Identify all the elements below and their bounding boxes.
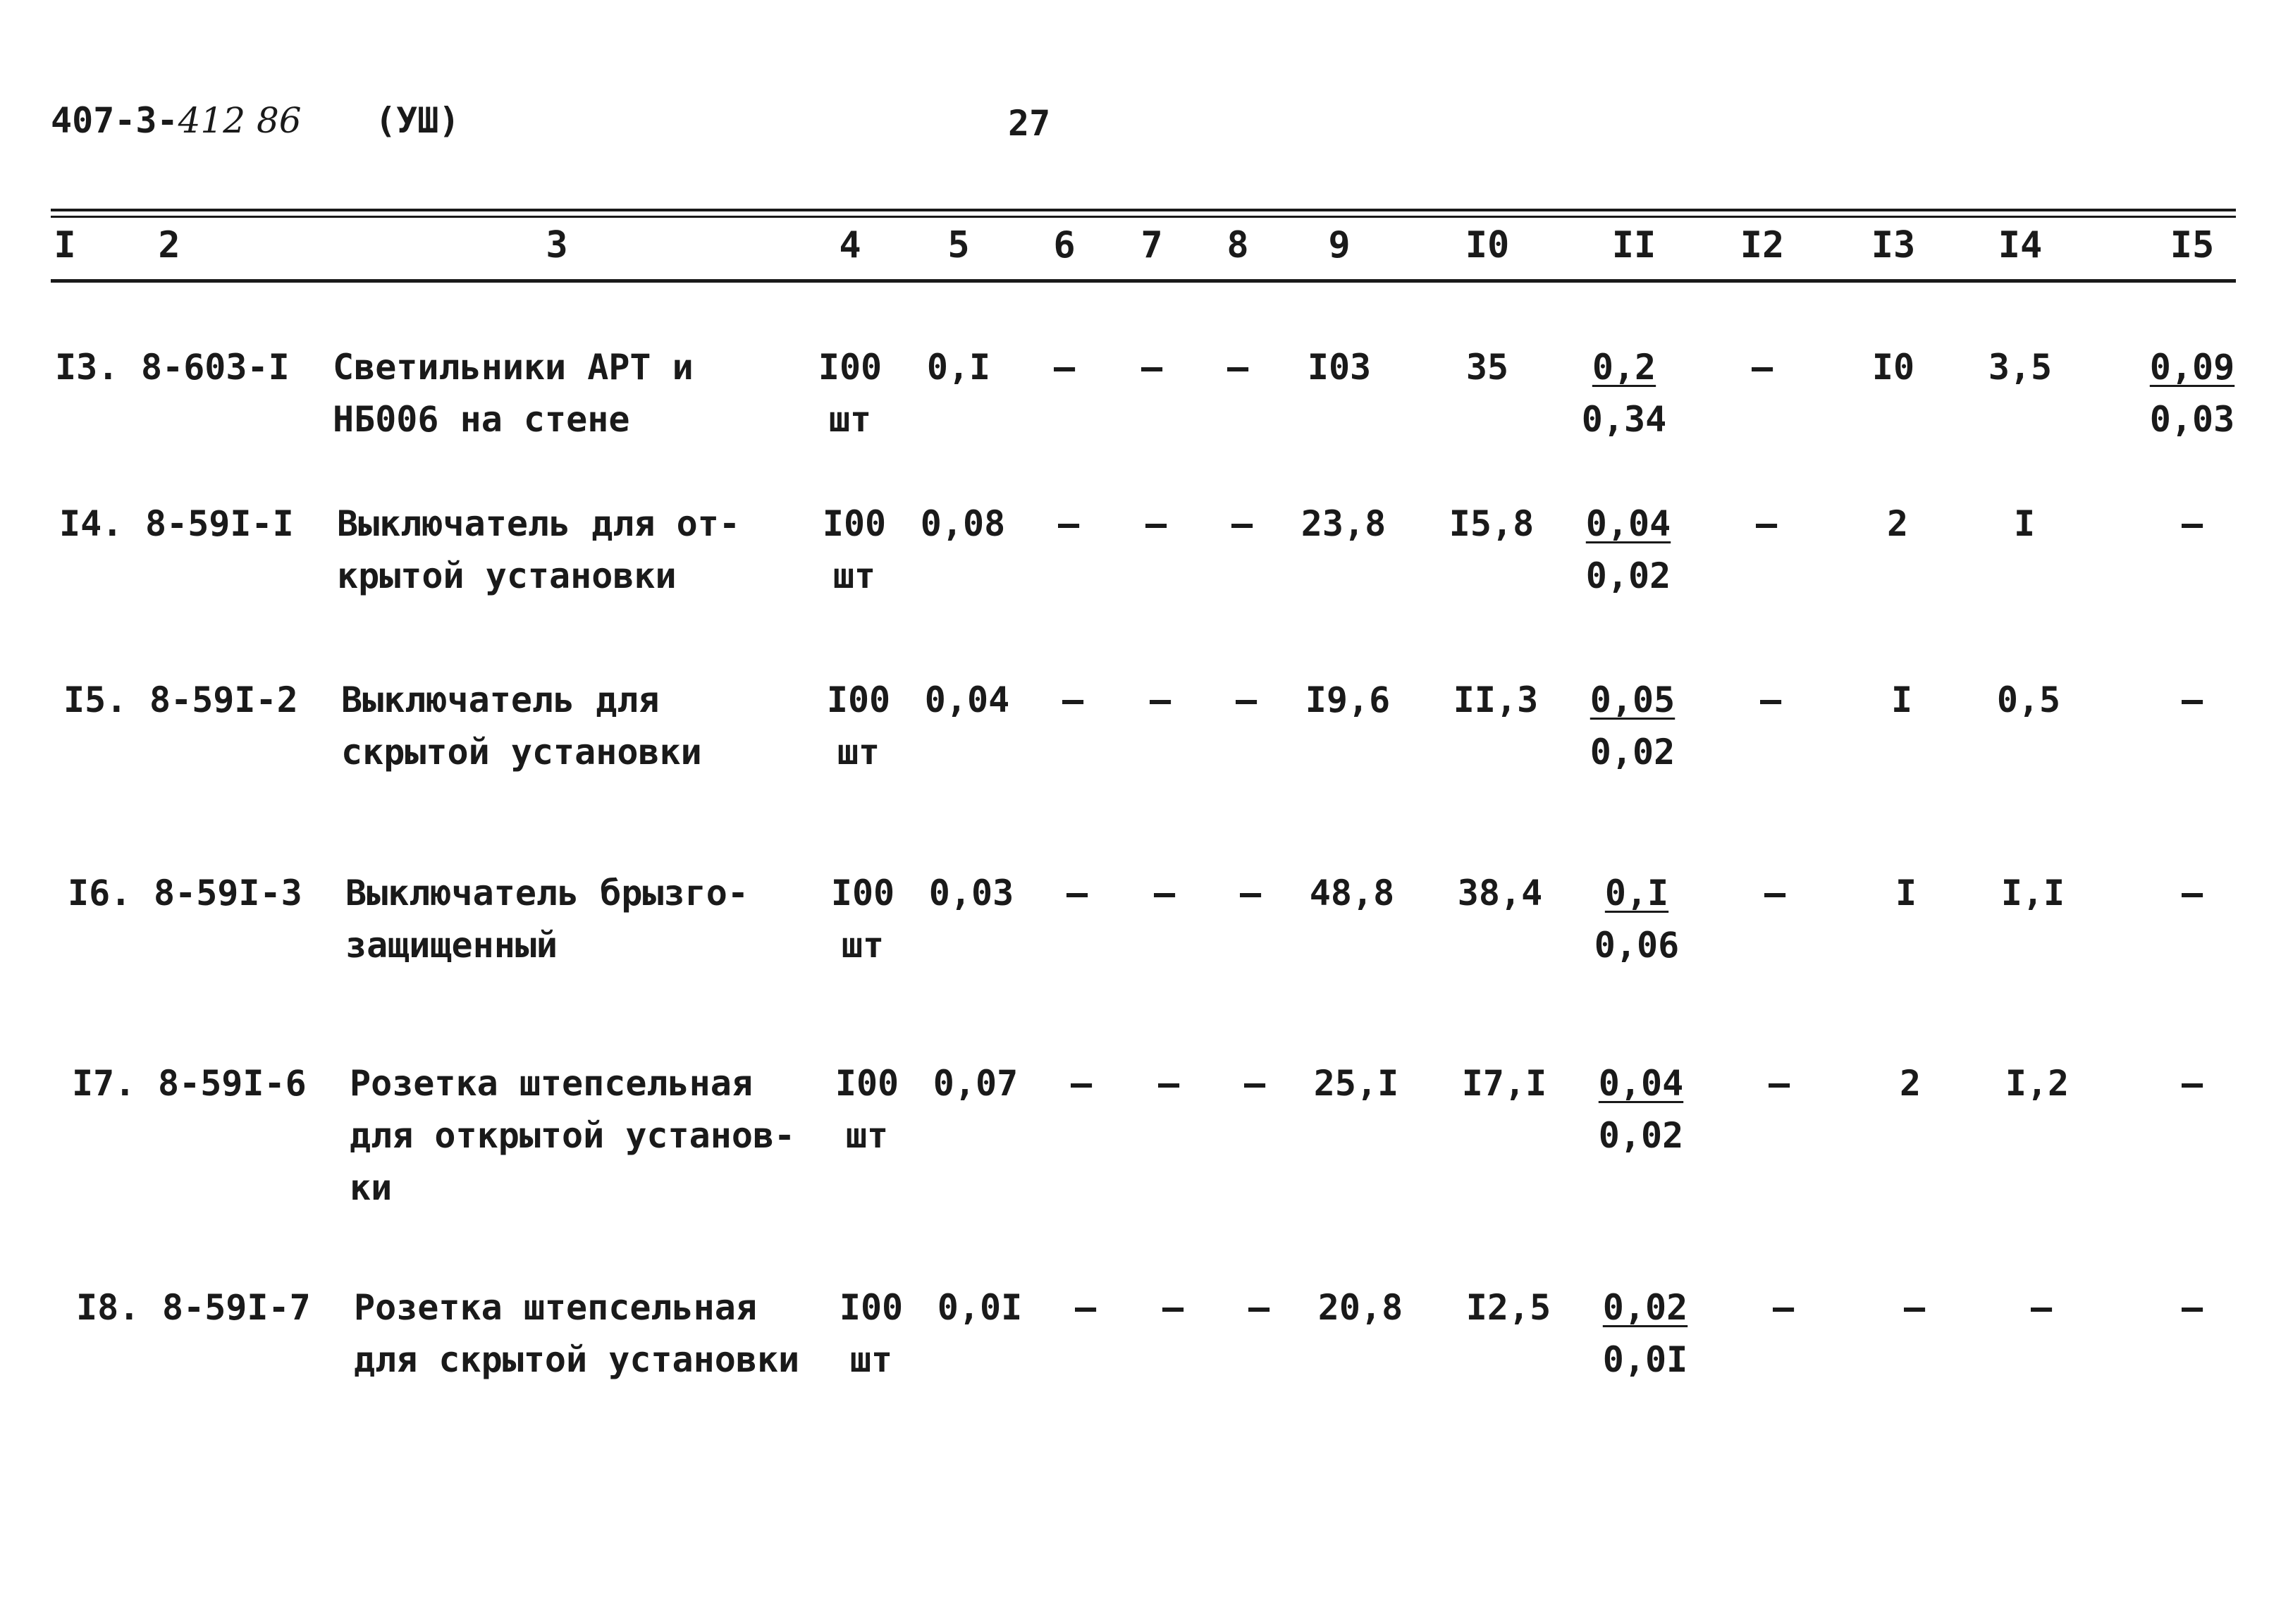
column-header-5: 5	[947, 224, 970, 266]
row-col-10: I7,I	[1461, 1063, 1547, 1104]
row-col-12: –	[1755, 503, 1778, 544]
row-description: Выключатель для от- крытой установки	[337, 503, 740, 596]
table-header-rule	[51, 279, 2236, 283]
row-unit: I00 шт	[839, 1287, 904, 1380]
row-description: Розетка штепсельная для открытой установ- ки	[350, 1063, 796, 1208]
row-col-11-denominator: 0,0I	[1602, 1339, 1688, 1380]
document-code-prefix: 407-3-	[51, 100, 178, 141]
row-unit: I00 шт	[830, 873, 895, 966]
row-col-15: –	[2181, 1063, 2203, 1104]
row-col-9: 20,8	[1317, 1287, 1403, 1328]
row-number: I8.	[76, 1287, 140, 1328]
row-description: Розетка штепсельная для скрытой установки	[354, 1287, 800, 1380]
row-col-15-numerator: 0,09	[2149, 347, 2235, 388]
row-col-14: 3,5	[1988, 347, 2053, 388]
row-col-12: –	[1751, 347, 1773, 388]
row-col-5: 0,0I	[937, 1287, 1023, 1328]
row-code: 8-59I-7	[162, 1287, 311, 1328]
row-col-10: 38,4	[1457, 873, 1543, 914]
row-code: 8-59I-I	[145, 503, 294, 544]
row-col-9: I9,6	[1305, 679, 1391, 720]
row-col-10: I2,5	[1465, 1287, 1551, 1328]
row-unit: I00 шт	[835, 1063, 899, 1156]
row-col-12: –	[1764, 873, 1786, 914]
row-col-12: –	[1772, 1287, 1795, 1328]
row-description: Выключатель для скрытой установки	[341, 679, 702, 773]
row-description: Выключатель брызго- защищенный	[345, 873, 749, 966]
row-col-8: –	[1235, 679, 1258, 720]
row-col-12: –	[1768, 1063, 1790, 1104]
row-col-8: –	[1226, 347, 1249, 388]
row-col-10: I5,8	[1449, 503, 1535, 544]
row-col-14: 0,5	[1996, 679, 2061, 720]
row-number: I7.	[72, 1063, 136, 1104]
row-number: I4.	[59, 503, 123, 544]
row-col-9: 25,I	[1313, 1063, 1399, 1104]
row-col-7: –	[1162, 1287, 1184, 1328]
row-col-11-numerator: 0,05	[1590, 679, 1676, 720]
row-col-11-numerator: 0,04	[1598, 1063, 1684, 1104]
row-col-13: I0	[1871, 347, 1915, 388]
row-col-11	[1599, 1057, 1683, 1162]
row-unit: I00 шт	[826, 679, 891, 773]
column-header-13: I3	[1871, 224, 1916, 266]
row-code: 8-59I-2	[149, 679, 298, 720]
row-col-8: –	[1239, 873, 1262, 914]
row-col-13: I	[1890, 679, 1913, 720]
column-header-2: 2	[158, 224, 180, 266]
row-col-5: 0,I	[926, 347, 991, 388]
column-header-6: 6	[1053, 224, 1076, 266]
row-col-10: 35	[1465, 347, 1509, 388]
row-col-8: –	[1231, 503, 1253, 544]
row-col-12: –	[1759, 679, 1782, 720]
row-col-6: –	[1053, 347, 1076, 388]
row-col-7: –	[1140, 347, 1163, 388]
row-col-11	[1582, 341, 1666, 445]
row-col-5: 0,04	[924, 679, 1010, 720]
row-col-11	[1590, 674, 1675, 778]
column-header-8: 8	[1226, 224, 1249, 266]
row-col-14: I	[2013, 503, 2036, 544]
row-number: I5.	[63, 679, 128, 720]
row-number: I6.	[68, 873, 132, 914]
column-header-1: I	[54, 224, 76, 266]
column-header-7: 7	[1140, 224, 1163, 266]
row-col-14: I,I	[2000, 873, 2065, 914]
column-header-15: I5	[2170, 224, 2215, 266]
table-top-rule	[51, 209, 2236, 211]
row-col-11-denominator: 0,06	[1594, 925, 1680, 966]
row-col-6: –	[1066, 873, 1088, 914]
column-header-9: 9	[1328, 224, 1351, 266]
row-col-6: –	[1062, 679, 1084, 720]
row-col-7: –	[1153, 873, 1176, 914]
row-code: 8-59I-6	[158, 1063, 307, 1104]
row-col-7: –	[1145, 503, 1167, 544]
section-label: (УШ)	[375, 100, 460, 141]
row-col-6: –	[1070, 1063, 1093, 1104]
row-col-11-denominator: 0,02	[1590, 732, 1676, 773]
row-unit: I00 шт	[822, 503, 887, 596]
row-number: I3.	[55, 347, 119, 388]
row-col-13: 2	[1899, 1063, 1922, 1104]
row-col-6: –	[1074, 1287, 1097, 1328]
column-header-10: I0	[1465, 224, 1510, 266]
row-col-9: 48,8	[1309, 873, 1395, 914]
column-header-4: 4	[839, 224, 861, 266]
row-col-11-numerator: 0,2	[1592, 347, 1656, 388]
row-col-11	[1603, 1281, 1687, 1386]
row-col-9: 23,8	[1301, 503, 1387, 544]
row-col-5: 0,07	[933, 1063, 1019, 1104]
row-col-6: –	[1057, 503, 1080, 544]
row-col-15: –	[2181, 503, 2203, 544]
row-col-13: –	[1903, 1287, 1926, 1328]
row-col-11-denominator: 0,02	[1585, 555, 1671, 596]
row-col-11-numerator: 0,04	[1585, 503, 1671, 544]
row-col-8: –	[1248, 1287, 1270, 1328]
page-number: 27	[1008, 103, 1051, 144]
row-col-11	[1594, 867, 1679, 971]
row-description: Светильники АРТ и НБ006 на стене	[333, 347, 694, 440]
row-col-15: –	[2181, 873, 2203, 914]
row-code: 8-59I-3	[154, 873, 302, 914]
row-col-15-denominator: 0,03	[2149, 399, 2235, 440]
row-col-13: 2	[1886, 503, 1909, 544]
row-col-15: –	[2181, 679, 2203, 720]
row-col-8: –	[1243, 1063, 1266, 1104]
row-col-11	[1586, 498, 1671, 602]
column-header-3: 3	[546, 224, 568, 266]
row-col-14: I,2	[2005, 1063, 2070, 1104]
row-col-10: II,3	[1453, 679, 1539, 720]
row-code: 8-603-I	[141, 347, 290, 388]
document-code	[51, 100, 302, 141]
row-col-15: –	[2181, 1287, 2203, 1328]
row-col-11-denominator: 0,34	[1581, 399, 1667, 440]
column-header-11: II	[1611, 224, 1656, 266]
document-code-handwritten: 412 86	[178, 100, 302, 141]
row-col-11-numerator: 0,I	[1604, 873, 1669, 914]
column-header-12: I2	[1740, 224, 1785, 266]
row-col-9: I03	[1307, 347, 1372, 388]
row-col-5: 0,08	[920, 503, 1006, 544]
row-col-7: –	[1157, 1063, 1180, 1104]
row-col-5: 0,03	[928, 873, 1014, 914]
table-top-rule-inner	[51, 216, 2236, 218]
row-col-13: I	[1895, 873, 1917, 914]
row-col-15	[2150, 341, 2234, 445]
column-header-14: I4	[1998, 224, 2043, 266]
row-unit: I00 шт	[818, 347, 883, 440]
row-col-11-denominator: 0,02	[1598, 1115, 1684, 1156]
row-col-11-numerator: 0,02	[1602, 1287, 1688, 1328]
row-col-7: –	[1149, 679, 1172, 720]
row-col-14: –	[2030, 1287, 2053, 1328]
